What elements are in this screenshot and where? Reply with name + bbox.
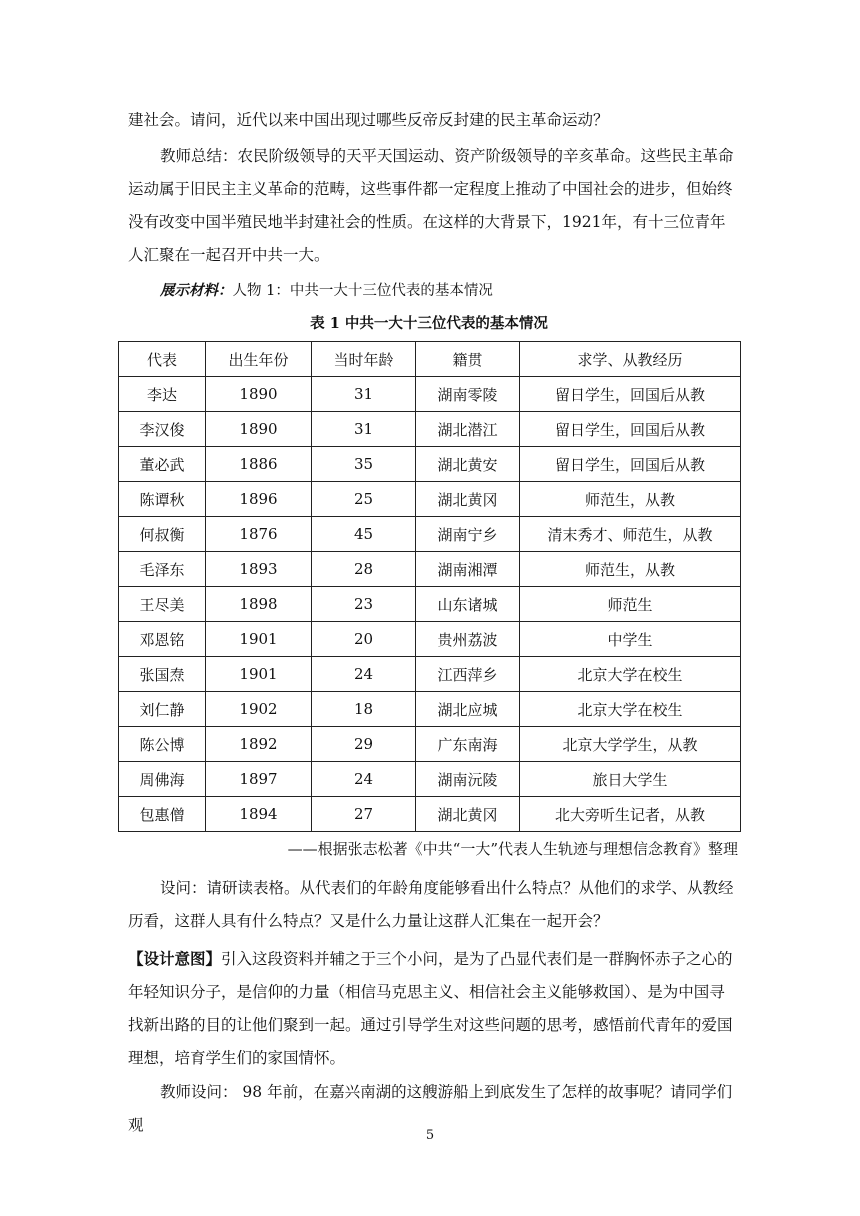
cell-age: 18: [312, 692, 416, 727]
table-row: [119, 517, 741, 552]
cell-delegate: 董必武: [119, 447, 206, 482]
cell-age: 23: [312, 587, 416, 622]
cell-birth-year: 1890: [206, 377, 312, 412]
table-row: [119, 412, 741, 447]
paragraph-intro: 建社会。请问，近代以来中国出现过哪些反帝反封建的民主革命运动？: [128, 111, 609, 129]
table-body: [119, 377, 741, 832]
cell-native-place: 湖南湘潭: [416, 552, 520, 587]
table-row: [119, 762, 741, 797]
cell-birth-year: 1902: [206, 692, 312, 727]
cell-age: 31: [312, 412, 416, 447]
cell-delegate: 周佛海: [119, 762, 206, 797]
table-row: [119, 657, 741, 692]
cell-delegate: 包惠僧: [119, 797, 206, 832]
cell-age: 27: [312, 797, 416, 832]
cell-experience: 留日学生，回国后从教: [520, 447, 741, 482]
delegates-table: [118, 341, 741, 832]
table-header-row: [119, 342, 741, 377]
cell-birth-year: 1901: [206, 622, 312, 657]
table-row: [119, 727, 741, 762]
header-birth-year: 出生年份: [206, 342, 312, 377]
cell-native-place: 湖南宁乡: [416, 517, 520, 552]
paragraph-teacher-summary: 教师总结：农民阶级领导的天平天国运动、资产阶级领导的辛亥革命。这些民主革命运动属于旧民主主义革命的范畴，这些事件都一定程度上推动了中国社会的进步，但始终没有改变中国半殖民地半封建社会的性质。在这样的大背景下，1921年，有十三位青年人汇聚在一起召开中共一大。: [128, 147, 734, 264]
cell-birth-year: 1876: [206, 517, 312, 552]
cell-age: 28: [312, 552, 416, 587]
header-native-place: 籍贯: [416, 342, 520, 377]
cell-delegate: 何叔衡: [119, 517, 206, 552]
cell-birth-year: 1893: [206, 552, 312, 587]
cell-experience: 中学生: [520, 622, 741, 657]
cell-experience: 师范生，从教: [520, 552, 741, 587]
cell-age: 45: [312, 517, 416, 552]
cell-experience: 北京大学在校生: [520, 692, 741, 727]
cell-age: 24: [312, 657, 416, 692]
cell-native-place: 江西萍乡: [416, 657, 520, 692]
cell-experience: 北京大学学生，从教: [520, 727, 741, 762]
cell-native-place: 广东南海: [416, 727, 520, 762]
table-caption: 表 1 中共一大十三位代表的基本情况: [310, 315, 548, 332]
table-row: [119, 797, 741, 832]
cell-native-place: 湖南沅陵: [416, 762, 520, 797]
cell-birth-year: 1886: [206, 447, 312, 482]
cell-age: 29: [312, 727, 416, 762]
cell-delegate: 刘仁静: [119, 692, 206, 727]
table-row: [119, 587, 741, 622]
cell-delegate: 邓恩铭: [119, 622, 206, 657]
header-age: 当时年龄: [312, 342, 416, 377]
cell-delegate: 毛泽东: [119, 552, 206, 587]
cell-experience: 师范生，从教: [520, 482, 741, 517]
paragraph-design-intent: [128, 942, 740, 1075]
cell-experience: 清末秀才、师范生，从教: [520, 517, 741, 552]
cell-age: 20: [312, 622, 416, 657]
table-row: [119, 447, 741, 482]
cell-delegate: 陈谭秋: [119, 482, 206, 517]
cell-native-place: 湖北黄冈: [416, 482, 520, 517]
cell-native-place: 湖北黄冈: [416, 797, 520, 832]
cell-native-place: 湖南零陵: [416, 377, 520, 412]
cell-native-place: 山东诸城: [416, 587, 520, 622]
page-number: 5: [425, 1128, 435, 1143]
header-experience: 求学、从教经历: [520, 342, 741, 377]
cell-experience: 留日学生，回国后从教: [520, 412, 741, 447]
material-line: [160, 279, 493, 300]
table-row: [119, 692, 741, 727]
paragraph-question: 设问：请研读表格。从代表们的年龄角度能够看出什么特点？从他们的求学、从教经历看，这群人具有什么特点？又是什么力量让这群人汇集在一起开会？: [128, 879, 734, 930]
design-intent-text: 引入这段资料并辅之于三个小问，是为了凸显代表们是一群胸怀赤子之心的年轻知识分子，是信仰的力量（相信马克思主义、相信社会主义能够救国）、是为中国寻找新出路的目的让他们聚到一起。通过引导学生对这些问题的思考，感悟前代青年的爱国理想，培育学生们的家国情怀。: [128, 950, 733, 1067]
cell-native-place: 湖北应城: [416, 692, 520, 727]
cell-experience: 留日学生，回国后从教: [520, 377, 741, 412]
cell-birth-year: 1890: [206, 412, 312, 447]
cell-age: 31: [312, 377, 416, 412]
cell-age: 35: [312, 447, 416, 482]
design-intent-label: 【设计意图】: [128, 949, 222, 968]
table-row: [119, 552, 741, 587]
cell-experience: 师范生: [520, 587, 741, 622]
cell-birth-year: 1896: [206, 482, 312, 517]
cell-age: 25: [312, 482, 416, 517]
cell-native-place: 湖北黄安: [416, 447, 520, 482]
cell-delegate: 陈公博: [119, 727, 206, 762]
source-note: ——根据张志松著《中共“一大”代表人生轨迹与理想信念教育》整理: [287, 840, 738, 858]
cell-delegate: 李汉俊: [119, 412, 206, 447]
cell-birth-year: 1892: [206, 727, 312, 762]
material-text: 人物 1：中共一大十三位代表的基本情况: [232, 283, 493, 299]
cell-birth-year: 1897: [206, 762, 312, 797]
cell-birth-year: 1898: [206, 587, 312, 622]
header-delegate: 代表: [119, 342, 206, 377]
cell-delegate: 张国焘: [119, 657, 206, 692]
cell-delegate: 王尽美: [119, 587, 206, 622]
cell-age: 24: [312, 762, 416, 797]
table-row: [119, 622, 741, 657]
cell-native-place: 湖北潜江: [416, 412, 520, 447]
cell-experience: 北大旁听生记者，从教: [520, 797, 741, 832]
cell-birth-year: 1894: [206, 797, 312, 832]
cell-delegate: 李达: [119, 377, 206, 412]
cell-native-place: 贵州荔波: [416, 622, 520, 657]
cell-experience: 旅日大学生: [520, 762, 741, 797]
cell-birth-year: 1901: [206, 657, 312, 692]
material-label: 展示材料：: [160, 282, 233, 299]
table-row: [119, 377, 741, 412]
table-row: [119, 482, 741, 517]
cell-experience: 北京大学在校生: [520, 657, 741, 692]
paragraph-teacher-question: 教师设问： 98 年前，在嘉兴南湖的这艘游船上到底发生了怎样的故事呢？请同学们观: [128, 1083, 733, 1134]
